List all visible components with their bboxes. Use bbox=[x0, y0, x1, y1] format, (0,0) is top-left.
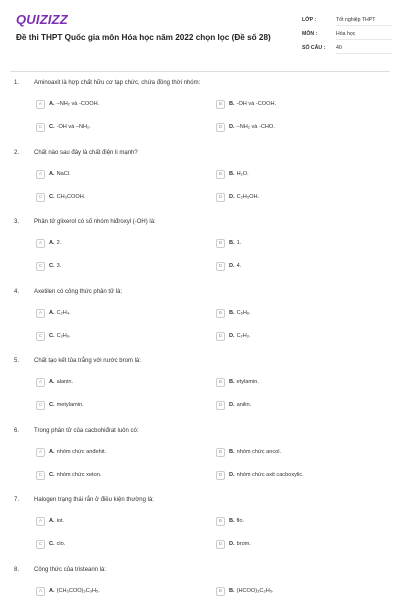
question-number: 8. bbox=[14, 567, 20, 573]
answer-option-b[interactable] bbox=[216, 237, 386, 249]
answer-option-a[interactable] bbox=[36, 446, 206, 458]
question-text: Chất nào sau đây là chất điện li mạnh? bbox=[34, 150, 138, 156]
option-text: metylamin. bbox=[56, 402, 84, 408]
option-checkbox[interactable]: D bbox=[216, 401, 225, 410]
answer-option-b[interactable] bbox=[216, 98, 386, 110]
option-checkbox[interactable]: D bbox=[216, 471, 225, 480]
option-letter: B. bbox=[229, 101, 235, 107]
question-number: 5. bbox=[14, 358, 20, 364]
option-checkbox[interactable]: B bbox=[216, 587, 225, 596]
option-letter: A. bbox=[49, 379, 55, 385]
answer-option-b[interactable] bbox=[216, 376, 386, 388]
option-text: nhóm chức ancol. bbox=[236, 449, 282, 455]
option-text: 3. bbox=[56, 263, 62, 269]
option-checkbox[interactable]: D bbox=[216, 332, 225, 341]
page-header bbox=[0, 0, 400, 68]
question-text: Công thức của tristearin là: bbox=[34, 567, 107, 573]
option-letter: B. bbox=[229, 518, 235, 524]
option-checkbox[interactable]: B bbox=[216, 239, 225, 248]
option-checkbox[interactable]: B bbox=[216, 100, 225, 109]
option-checkbox[interactable]: A bbox=[36, 448, 45, 457]
option-checkbox[interactable]: C bbox=[36, 123, 45, 132]
option-text: anilin. bbox=[236, 402, 252, 408]
option-checkbox[interactable]: A bbox=[36, 100, 45, 109]
option-text: –NH₂ và -CHO. bbox=[236, 124, 275, 130]
question-text: Axetilen có công thức phân tử là: bbox=[34, 289, 123, 295]
answer-option-a[interactable] bbox=[36, 98, 206, 110]
question-text: Chất tạo kết tủa trắng với nước brom là: bbox=[34, 358, 141, 364]
answer-option-a[interactable] bbox=[36, 237, 206, 249]
option-checkbox[interactable]: D bbox=[216, 193, 225, 202]
answer-option-b[interactable] bbox=[216, 515, 386, 527]
option-text: iot. bbox=[56, 518, 65, 524]
option-text: NaCl. bbox=[56, 171, 71, 177]
option-checkbox[interactable]: B bbox=[216, 448, 225, 457]
meta-value: Hóa học bbox=[336, 29, 392, 40]
question-number: 4. bbox=[14, 289, 20, 295]
option-text: nhóm chức xeton. bbox=[56, 472, 102, 478]
option-letter: B. bbox=[229, 379, 235, 385]
page-title: Đề thi THPT Quốc gia môn Hóa học năm 2022 chọn lọc (Đề số 28) bbox=[16, 33, 271, 42]
question-text: Trong phân tử của cacbohiđrat luôn có: bbox=[34, 428, 139, 434]
answer-option-b[interactable] bbox=[216, 446, 386, 458]
question-number: 1. bbox=[14, 80, 20, 86]
option-checkbox[interactable]: D bbox=[216, 123, 225, 132]
option-letter: D. bbox=[229, 541, 235, 547]
option-text: (CH₃COO)₃C₃H₅. bbox=[56, 588, 100, 594]
option-checkbox[interactable]: A bbox=[36, 587, 45, 596]
option-text: C₂H₄. bbox=[56, 310, 71, 316]
option-checkbox[interactable]: D bbox=[216, 262, 225, 271]
answer-option-c[interactable] bbox=[36, 469, 206, 481]
option-text: alanin. bbox=[56, 379, 74, 385]
question-number: 6. bbox=[14, 428, 20, 434]
option-text: H₂O. bbox=[236, 171, 249, 177]
meta-row-count bbox=[302, 41, 392, 55]
option-text: nhóm chức anđehit. bbox=[56, 449, 107, 455]
option-letter: B. bbox=[229, 240, 235, 246]
answer-option-d[interactable] bbox=[216, 330, 386, 342]
option-checkbox[interactable]: B bbox=[216, 309, 225, 318]
option-letter: D. bbox=[229, 402, 235, 408]
meta-value: Tốt nghiệp THPT bbox=[336, 15, 392, 26]
option-text: C₂H₂. bbox=[236, 333, 251, 339]
answer-option-d[interactable] bbox=[216, 121, 386, 133]
option-text: C₂H₆. bbox=[56, 333, 71, 339]
option-letter: A. bbox=[49, 101, 55, 107]
option-checkbox[interactable]: B bbox=[216, 517, 225, 526]
answer-option-d[interactable] bbox=[216, 191, 386, 203]
meta-panel bbox=[302, 13, 392, 55]
question-text: Phân tử glixerol có số nhóm hiđroxyl (-OH) là: bbox=[34, 219, 156, 225]
option-text: 4. bbox=[236, 263, 242, 269]
option-letter: A. bbox=[49, 310, 55, 316]
option-letter: C. bbox=[49, 402, 55, 408]
option-letter: C. bbox=[49, 541, 55, 547]
question-number: 3. bbox=[14, 219, 20, 225]
answer-option-b[interactable] bbox=[216, 168, 386, 180]
question-number: 2. bbox=[14, 150, 20, 156]
option-checkbox[interactable]: C bbox=[36, 332, 45, 341]
option-letter: B. bbox=[229, 310, 235, 316]
option-checkbox[interactable]: A bbox=[36, 170, 45, 179]
option-text: 2. bbox=[56, 240, 62, 246]
option-letter: B. bbox=[229, 171, 235, 177]
option-checkbox[interactable]: B bbox=[216, 378, 225, 387]
question-text: Aminoaxit là hợp chất hữu cơ tạp chức, chứa đồng thời nhóm: bbox=[34, 80, 201, 86]
option-letter: D. bbox=[229, 194, 235, 200]
answer-option-d[interactable] bbox=[216, 260, 386, 272]
option-text: CH₃COOH. bbox=[56, 194, 86, 200]
option-text: -OH và -COOH. bbox=[236, 101, 277, 107]
answer-option-d[interactable] bbox=[216, 538, 386, 550]
answer-option-c[interactable] bbox=[36, 191, 206, 203]
answer-option-b[interactable] bbox=[216, 585, 386, 597]
option-letter: A. bbox=[49, 588, 55, 594]
option-letter: C. bbox=[49, 194, 55, 200]
option-checkbox[interactable]: A bbox=[36, 309, 45, 318]
option-checkbox[interactable]: C bbox=[36, 471, 45, 480]
option-text: –NH₂ và -COOH. bbox=[56, 101, 100, 107]
option-checkbox[interactable]: A bbox=[36, 239, 45, 248]
answer-option-d[interactable] bbox=[216, 399, 386, 411]
option-text: nhóm chức axit cacboxylic. bbox=[236, 472, 304, 478]
option-checkbox[interactable]: D bbox=[216, 540, 225, 549]
question-number: 7. bbox=[14, 497, 20, 503]
option-checkbox[interactable]: C bbox=[36, 262, 45, 271]
option-letter: D. bbox=[229, 472, 235, 478]
question-text: Halogen trạng thái rắn ở điều kiện thường là: bbox=[34, 497, 154, 503]
meta-row-subject bbox=[302, 27, 392, 41]
option-letter: A. bbox=[49, 240, 55, 246]
answer-option-c[interactable] bbox=[36, 538, 206, 550]
option-letter: C. bbox=[49, 333, 55, 339]
option-text: brom. bbox=[236, 541, 251, 547]
option-checkbox[interactable]: C bbox=[36, 540, 45, 549]
answer-option-a[interactable] bbox=[36, 376, 206, 388]
option-text: C₂H₅OH. bbox=[236, 194, 260, 200]
option-text: 1. bbox=[236, 240, 242, 246]
option-checkbox[interactable]: C bbox=[36, 193, 45, 202]
answer-option-b[interactable] bbox=[216, 307, 386, 319]
option-letter: D. bbox=[229, 263, 235, 269]
option-letter: C. bbox=[49, 472, 55, 478]
answer-option-a[interactable] bbox=[36, 168, 206, 180]
answer-option-c[interactable] bbox=[36, 399, 206, 411]
meta-label: LỚP : bbox=[302, 17, 317, 23]
answer-option-a[interactable] bbox=[36, 307, 206, 319]
option-letter: C. bbox=[49, 263, 55, 269]
option-checkbox[interactable]: B bbox=[216, 170, 225, 179]
meta-label: MÔN : bbox=[302, 31, 318, 37]
option-letter: C. bbox=[49, 124, 55, 130]
option-text: clo. bbox=[56, 541, 66, 547]
answer-option-d[interactable] bbox=[216, 469, 386, 481]
option-text: -OH và –NH₂. bbox=[56, 124, 91, 130]
option-checkbox[interactable]: A bbox=[36, 378, 45, 387]
option-letter: B. bbox=[229, 449, 235, 455]
option-text: etylamin. bbox=[236, 379, 259, 385]
answer-option-c[interactable] bbox=[36, 330, 206, 342]
option-checkbox[interactable]: A bbox=[36, 517, 45, 526]
answer-option-c[interactable] bbox=[36, 260, 206, 272]
option-checkbox[interactable]: C bbox=[36, 401, 45, 410]
header-divider bbox=[10, 71, 390, 72]
answer-option-a[interactable] bbox=[36, 585, 206, 597]
meta-label: SỐ CÂU : bbox=[302, 45, 326, 51]
quizizz-logo: QUIZIZZ bbox=[16, 12, 68, 27]
option-letter: D. bbox=[229, 124, 235, 130]
option-text: C₆H₆. bbox=[236, 310, 251, 316]
option-letter: A. bbox=[49, 171, 55, 177]
option-letter: A. bbox=[49, 518, 55, 524]
option-letter: A. bbox=[49, 449, 55, 455]
answer-option-a[interactable] bbox=[36, 515, 206, 527]
meta-row-class bbox=[302, 13, 392, 27]
answer-option-c[interactable] bbox=[36, 121, 206, 133]
option-letter: B. bbox=[229, 588, 235, 594]
option-letter: D. bbox=[229, 333, 235, 339]
option-text: (HCOO)₃C₃H₅. bbox=[236, 588, 274, 594]
option-text: flo. bbox=[236, 518, 245, 524]
meta-value: 40 bbox=[336, 43, 392, 54]
